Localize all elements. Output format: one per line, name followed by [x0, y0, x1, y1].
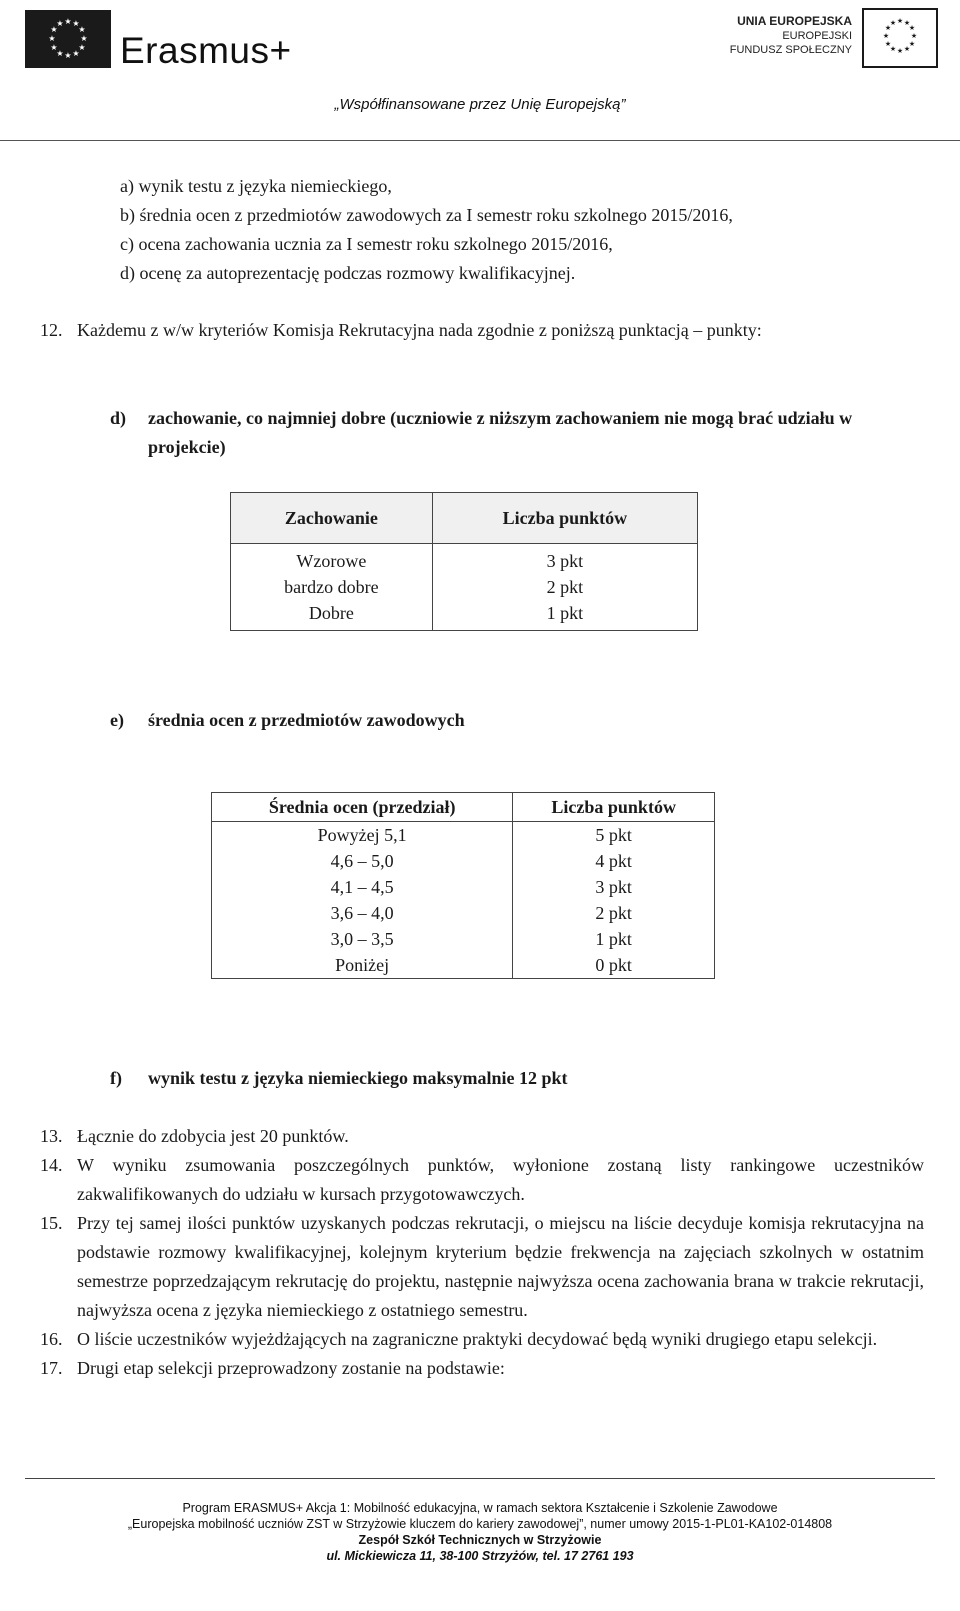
list-item: 17. Drugi etap selekcji przeprowadzony zostanie na podstawie:	[40, 1358, 505, 1378]
point-12	[40, 316, 930, 345]
header-divider	[0, 140, 960, 141]
svg-text:★: ★	[78, 25, 86, 34]
list-item: d) ocenę za autoprezentację podczas rozmowy kwalifikacyjnej.	[120, 263, 576, 283]
eu-flag-logo	[25, 10, 111, 68]
footer-project-line: „Europejska mobilność uczniów ZST w Strzyżowie kluczem do kariery zawodowej”, numer umowy 2015-1-PL01-KA102-014808	[127, 1517, 833, 1531]
page-header	[0, 0, 960, 150]
table-cell: 3 pkt	[432, 544, 697, 575]
table-cell: 4,6 – 5,0	[212, 848, 513, 874]
table-cell: 2 pkt	[513, 900, 715, 926]
section-d-heading: d) zachowanie, co najmniej dobre (uczniowie z niższym zachowaniem nie mogą brać udziału w projekcie)	[110, 408, 853, 457]
table-row	[212, 952, 715, 979]
svg-text:★: ★	[884, 40, 892, 48]
svg-text:★: ★	[80, 34, 88, 43]
eu-stars-flag-icon	[862, 8, 938, 68]
list-item: 15. Przy tej samej ilości punktów uzyskanych podczas rekrutacji, o miejscu na liście decyduje komisja rekrutacyjna na podstawie rozmowy kwalifikacyjnej, kolejnym kryterium będzie frekwencja na zajęciach szkolnych w ostatnim semestrze poprzedzającym rekrutację do projektu, następnie najwyższa ocena zachowania brana w trakcie rekrutacji, najwyższa ocena z języka niemieckiego z ostatniego semestru.	[40, 1213, 924, 1320]
column-header: Zachowanie	[231, 493, 433, 544]
column-header: Średnia ocen (przedział)	[212, 793, 513, 822]
table-cell: Wzorowe	[231, 544, 433, 575]
table-header-row	[212, 793, 715, 822]
table-cell: 0 pkt	[513, 952, 715, 979]
table-cell: 4,1 – 4,5	[212, 874, 513, 900]
table-cell: bardzo dobre	[231, 574, 433, 600]
table-cell: 3 pkt	[513, 874, 715, 900]
table-cell: 5 pkt	[513, 822, 715, 849]
list-item: b) średnia ocen z przedmiotów zawodowych za I semestr roku szkolnego 2015/2016,	[120, 205, 733, 225]
table-cell: 2 pkt	[432, 574, 697, 600]
table-row	[231, 544, 698, 575]
table-row	[212, 848, 715, 874]
eu-social-fund-label	[730, 14, 852, 57]
point-text: Każdemu z w/w kryteriów Komisja Rekrutacyjna nada zgodnie z poniższą punktacją – punkty:	[77, 320, 762, 340]
page-footer	[0, 1500, 960, 1564]
table-cell: Poniżej	[212, 952, 513, 979]
svg-text:★: ★	[889, 45, 897, 53]
svg-text:★: ★	[908, 40, 916, 48]
eu-fund-line-1: EUROPEJSKI	[782, 30, 852, 42]
eu-union-line: UNIA EUROPEJSKA	[737, 14, 852, 28]
svg-text:★: ★	[72, 19, 80, 28]
svg-text:★: ★	[903, 19, 911, 27]
list-item: a) wynik testu z języka niemieckiego,	[120, 176, 392, 196]
list-item: c) ocena zachowania ucznia za I semestr roku szkolnego 2015/2016,	[120, 234, 613, 254]
table-cell: 4 pkt	[513, 848, 715, 874]
svg-text:★: ★	[56, 49, 64, 58]
svg-text:★: ★	[50, 43, 58, 52]
erasmus-plus-logo-text: Erasmus+	[120, 30, 292, 71]
svg-text:★: ★	[889, 19, 897, 27]
svg-text:★: ★	[896, 47, 904, 55]
table-header-row	[231, 493, 698, 544]
numbered-points	[40, 1122, 924, 1383]
svg-text:★: ★	[896, 17, 904, 25]
table-cell: 3,6 – 4,0	[212, 900, 513, 926]
footer-address: ul. Mickiewicza 11, 38-100 Strzyżów, tel. 17 2761 193	[326, 1549, 634, 1563]
footer-school-name: Zespół Szkół Technicznych w Strzyżowie	[358, 1533, 602, 1547]
footer-divider	[25, 1478, 935, 1479]
criteria-list	[120, 172, 733, 288]
eu-fund-line-2: FUNDUSZ SPOŁECZNY	[729, 44, 852, 56]
svg-text:★: ★	[50, 25, 58, 34]
table-row	[212, 822, 715, 849]
svg-text:★: ★	[78, 43, 86, 52]
table-row	[231, 574, 698, 600]
table-row	[231, 600, 698, 631]
svg-text:★: ★	[72, 49, 80, 58]
cofinanced-note: „Współfinansowane przez Unię Europejską”	[334, 96, 626, 113]
point-number: 12.	[40, 320, 63, 340]
svg-text:★: ★	[64, 51, 72, 60]
section-e-heading: e) średnia ocen z przedmiotów zawodowych	[110, 710, 465, 730]
table-row	[212, 900, 715, 926]
svg-text:★: ★	[64, 17, 72, 26]
table-cell: 3,0 – 3,5	[212, 926, 513, 952]
section-f-heading: f) wynik testu z języka niemieckiego maksymalnie 12 pkt	[110, 1068, 568, 1088]
table-cell: 1 pkt	[432, 600, 697, 631]
svg-text:★: ★	[48, 34, 56, 43]
behavior-points-table	[230, 492, 698, 631]
table-row	[212, 926, 715, 952]
table-cell: Powyżej 5,1	[212, 822, 513, 849]
column-header: Liczba punktów	[432, 493, 697, 544]
average-grade-points-table	[211, 792, 715, 979]
svg-text:★: ★	[882, 32, 890, 40]
footer-program-line: Program ERASMUS+ Akcja 1: Mobilność edukacyjna, w ramach sektora Kształcenie i Szkolenie Zawodowe	[182, 1501, 778, 1515]
svg-text:★: ★	[910, 32, 918, 40]
table-row	[212, 874, 715, 900]
svg-text:★: ★	[56, 19, 64, 28]
svg-text:★: ★	[908, 24, 916, 32]
list-item: 14. W wyniku zsumowania poszczególnych punktów, wyłonione zostaną listy rankingowe uczestników zakwalifikowanych do udziału w kursach przygotowawczych.	[40, 1155, 924, 1204]
column-header: Liczba punktów	[513, 793, 715, 822]
table-cell: 1 pkt	[513, 926, 715, 952]
svg-text:★: ★	[884, 24, 892, 32]
table-cell: Dobre	[231, 600, 433, 631]
svg-text:★: ★	[903, 45, 911, 53]
list-item: 13. Łącznie do zdobycia jest 20 punktów.	[40, 1126, 349, 1146]
list-item: 16. O liście uczestników wyjeżdżających na zagraniczne praktyki decydować będą wyniki drugiego etapu selekcji.	[40, 1329, 878, 1349]
